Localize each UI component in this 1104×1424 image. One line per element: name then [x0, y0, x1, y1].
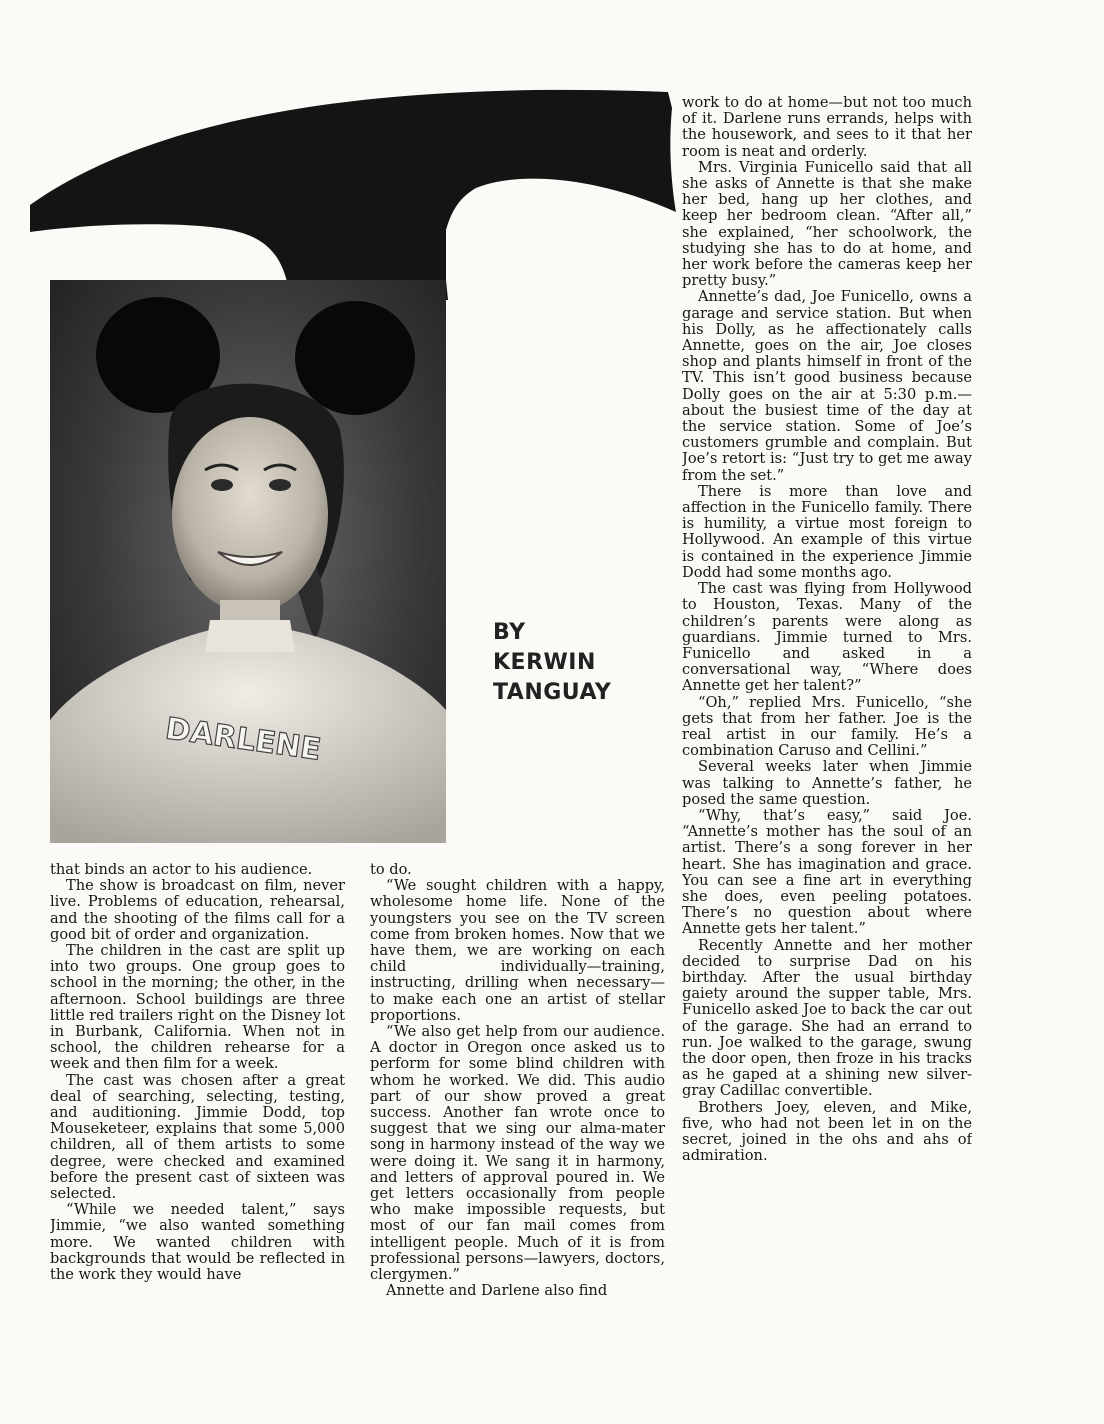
- byline: [493, 618, 611, 708]
- byline-word: BY: [493, 620, 526, 645]
- sweater-text: DARLENE: [163, 711, 324, 768]
- article-paragraph: work to do at home—but not too much of it. Darlene runs errands, helps with the housework, and sees to it that her room is neat and orderly.: [682, 95, 972, 160]
- article-paragraph: “While we needed talent,” says Jimmie, “we also wanted something more. We wanted children with backgrounds that would be reflected in the work they would have: [50, 1201, 345, 1284]
- article-paragraph: Brothers Joey, eleven, and Mike, five, who had not been let in on the secret, joined in the ohs and ahs of admiration.: [682, 1098, 972, 1165]
- byline-last-name: TANGUAY: [493, 680, 612, 705]
- mouseketeer-portrait-icon: [50, 280, 446, 843]
- article-paragraph: There is more than love and affection in the Funicello family. There is humility, a virtue most foreign to Hollywood. An example of this virtue is contained in the experience Jimmie Dodd had some months ago.: [682, 482, 972, 581]
- article-paragraph: The show is broadcast on film, never live. Problems of education, rehearsal, and the shooting of the films call for a good bit of order and organization.: [50, 877, 345, 943]
- byline-first-name: KERWIN: [493, 650, 596, 675]
- article-paragraph: Annette and Darlene also find: [386, 1282, 608, 1300]
- article-paragraph: Several weeks later when Jimmie was talking to Annette’s father, he posed the same question.: [682, 758, 972, 808]
- article-paragraph: that binds an actor to his audience.: [50, 862, 313, 878]
- article-paragraph: “Oh,” replied Mrs. Funicello, “she gets that from her father. Joe is the real artist in our family. He’s a combination Caruso and Cellini.”: [682, 693, 972, 760]
- article-paragraph: “Why, that’s easy,” said Joe. “Annette’s mother has the soul of an artist. There’s a song forever in her heart. She has imagination and grace. You can see a fine art in everything she does, even peeling potatoes. There’s no question about where Annette gets her talent.”: [682, 806, 972, 938]
- portrait-photo: [50, 280, 446, 843]
- article-paragraph: Mrs. Virginia Funicello said that all she asks of Annette is that she make her bed, hang up her clothes, and keep her bedroom clean. “After all,” she explained, “her schoolwork, the studying she has to do at home, and her work before the cameras keep her pretty busy.”: [682, 158, 972, 290]
- article-paragraph: The cast was flying from Hollywood to Houston, Texas. Many of the children’s parents were along as guardians. Jimmie turned to Mrs. Funicello and asked in a conversational way, “Where does Annette get her talent?”: [682, 580, 972, 695]
- article-paragraph: Annette’s dad, Joe Funicello, owns a garage and service station. But when his Dolly, as he affectionately calls Annette, goes on the air, Joe closes shop and plants himself in front of the TV. This isn’t good business because Dolly goes on the air at 5:30 p.m.—about the busiest time of the day at the service station. Some of Joe’s customers grumble and complain. But Joe’s retort is: “Just try to get me away from the set.”: [682, 288, 972, 484]
- article-column-left: [50, 862, 345, 1407]
- article-paragraph: The children in the cast are split up into two groups. One group goes to school in the morning; the other, in the afternoon. School buildings are three little red trailers right on the Disney lot in Burbank, California. When not in school, the children rehearse for a week and then film for a week.: [50, 942, 345, 1073]
- article-paragraph: The cast was chosen after a great deal of searching, selecting, testing, and auditioning. Jimmie Dodd, top Mouseketeer, explains that some 5,000 children, all of them artists to some degree, were checked and examined before the present cast of sixteen was selected.: [50, 1071, 345, 1203]
- article-paragraph: “We sought children with a happy, wholesome home life. None of the youngsters you see on the TV screen come from broken homes. Now that we have them, we are working on each child individually—training, instructing, drilling when necessary—to make each one an artist of stellar proportions.: [370, 877, 665, 1024]
- article-column-middle: [370, 862, 665, 1407]
- article-paragraph: “We also get help from our audience. A doctor in Oregon once asked us to perform for some blind children with whom he worked. We did. This audio part of our show proved a great success. Another fan wrote once to suggest that we sing our alma-mater song in harmony instead of the way we were doing it. We sang it in harmony, and letters of approval poured in. We get letters occasionally from people who make impossible requests, but most of our fan mail comes from intelligent people. Much of it is from professional persons—lawyers, doctors, clergymen.”: [370, 1023, 665, 1284]
- article-paragraph: to do.: [370, 862, 412, 878]
- article-paragraph: Recently Annette and her mother decided to surprise Dad on his birthday. After the usual birthday gaiety around the supper table, Mrs. Funicello asked Joe to back the car out of the garage. She had an errand to run. Joe walked to the garage, swung the door open, then froze in his tracks as he gaped at a shining new silver-gray Cadillac convertible.: [682, 936, 972, 1100]
- article-column-right: [682, 95, 972, 1405]
